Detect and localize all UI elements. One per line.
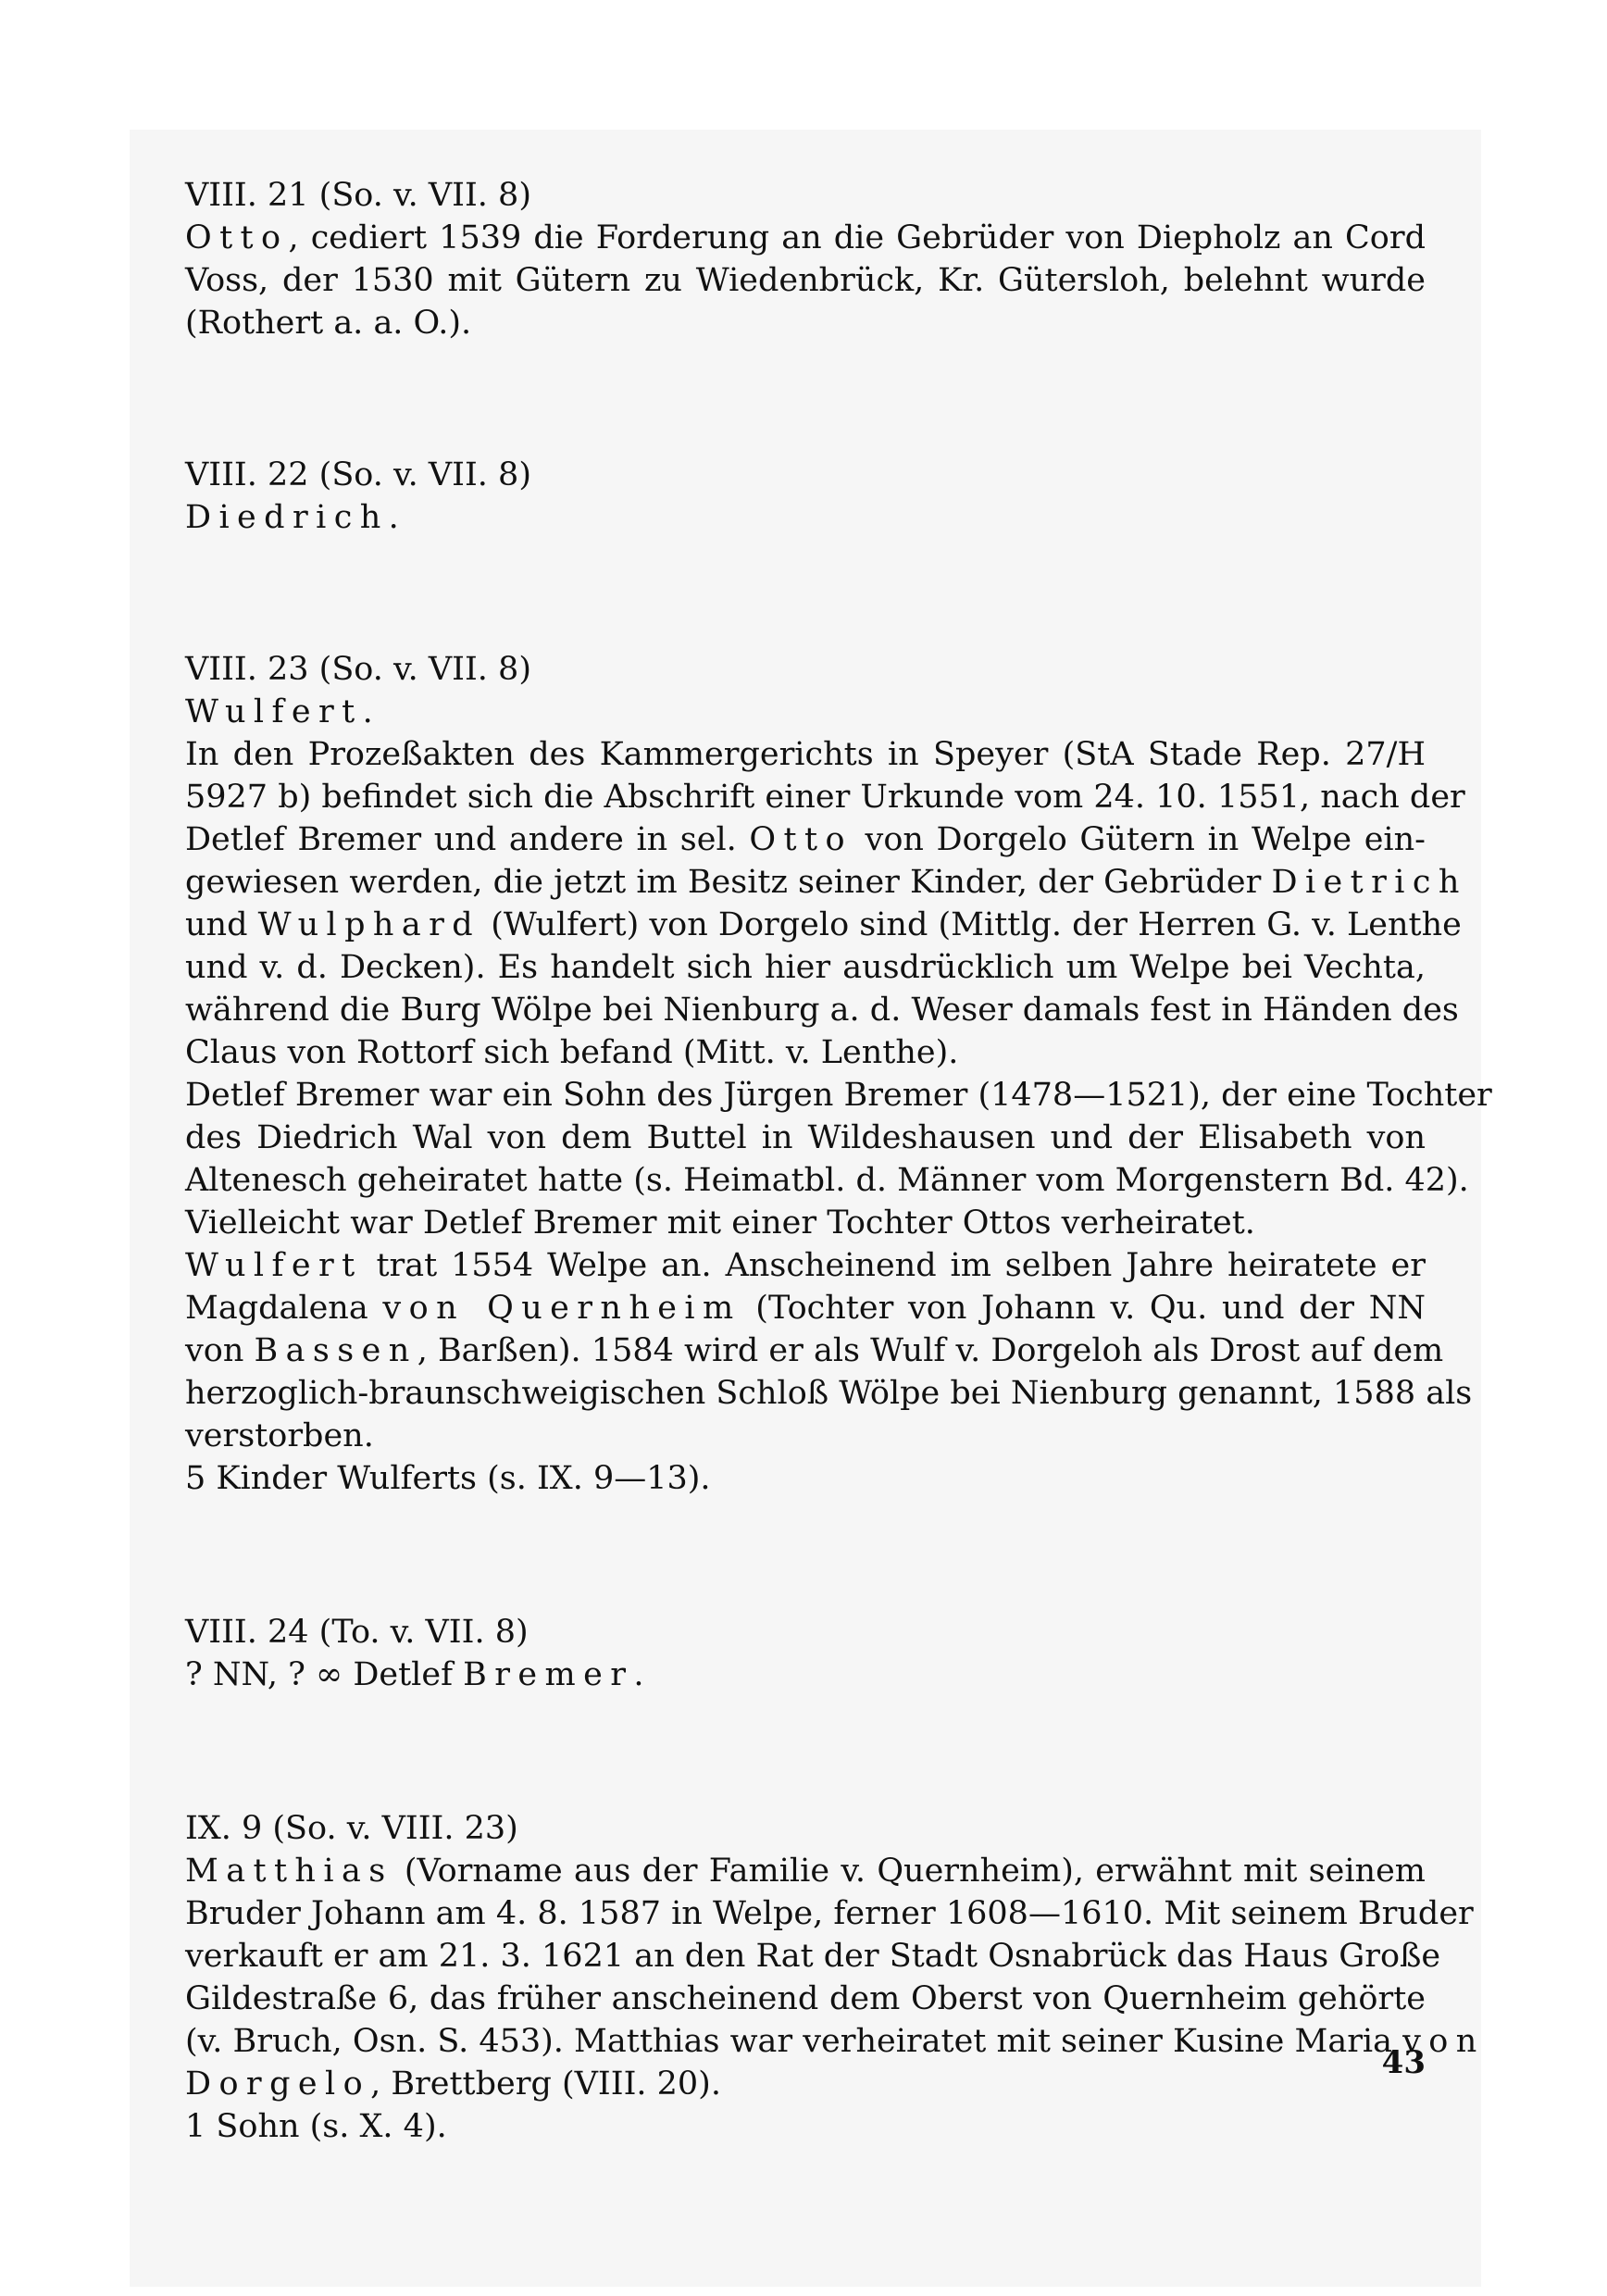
text-line: Dorgelo, Brettberg (VIII. 20).	[185, 2065, 721, 2103]
page-number: 43	[1381, 2044, 1426, 2081]
text-line: Vielleicht war Detlef Bremer mit einer Tochter Ottos verheiratet.	[185, 1204, 1255, 1242]
text-line: gewiesen werden, die jetzt im Besitz seiner Kinder, der Gebrüder Dietrich	[185, 864, 1467, 901]
text-line: 5 Kinder Wulferts (s. IX. 9—13).	[185, 1460, 711, 1497]
text-line: Detlef Bremer war ein Sohn des Jürgen Bremer (1478—1521), der eine Tochter	[185, 1077, 1492, 1114]
text-line: verstorben.	[185, 1417, 374, 1454]
text-body	[185, 174, 1492, 2148]
text-line: verkauft er am 21. 3. 1621 an den Rat der Stadt Osnabrück das Haus Große	[185, 1938, 1441, 1975]
text-line: Wulfert trat 1554 Welpe an. Anscheinend im selben Jahre heiratete er	[185, 1247, 1426, 1284]
entry-ix-9	[185, 1807, 1485, 2148]
entry-heading: VIII. 22 (So. v. VII. 8)	[185, 456, 531, 493]
entry-heading: VIII. 21 (So. v. VII. 8)	[185, 177, 531, 214]
text-line: Gildestraße 6, das früher anscheinend dem Oberst von Quernheim gehörte	[185, 1980, 1426, 2017]
text-line: Altenesch geheiratet hatte (s. Heimatbl. d. Männer vom Morgenstern Bd. 42).	[185, 1162, 1469, 1199]
text-line: und v. d. Decken). Es handelt sich hier ausdrücklich um Welpe bei Vechta,	[185, 949, 1426, 986]
text-line: ? NN, ? ∞ Detlef Bremer.	[185, 1656, 644, 1693]
entry-viii-23	[185, 648, 1492, 1500]
text-line: Otto, cediert 1539 die Forderung an die Gebrüder von Diepholz an Cord	[185, 219, 1426, 256]
entry-heading: IX. 9 (So. v. VIII. 23)	[185, 1810, 518, 1847]
text-line: In den Prozeßakten des Kammergerichts in Speyer (StA Stade Rep. 27/H	[185, 736, 1426, 773]
text-line: Wulfert.	[185, 693, 373, 730]
text-line: (v. Bruch, Osn. S. 453). Matthias war verheiratet mit seiner Kusine Maria von	[185, 2023, 1485, 2060]
text-line: des Diedrich Wal von dem Buttel in Wildeshausen und der Elisabeth von	[185, 1119, 1426, 1156]
text-line: Voss, der 1530 mit Gütern zu Wiedenbrück, Kr. Gütersloh, belehnt wurde	[185, 262, 1426, 299]
text-line: Claus von Rottorf sich befand (Mitt. v. Lenthe).	[185, 1034, 959, 1071]
text-line: Detlef Bremer und andere in sel. Otto von Dorgelo Gütern in Welpe ein-	[185, 821, 1426, 858]
text-line: von Bassen, Barßen). 1584 wird er als Wulf v. Dorgeloh als Drost auf dem	[185, 1332, 1444, 1369]
text-line: 5927 b) befindet sich die Abschrift einer Urkunde vom 24. 10. 1551, nach der	[185, 779, 1465, 816]
entry-viii-21	[185, 174, 1426, 344]
text-line: Bruder Johann am 4. 8. 1587 in Welpe, ferner 1608—1610. Mit seinem Bruder	[185, 1895, 1474, 1932]
text-line: (Rothert a. a. O.).	[185, 305, 472, 342]
text-line: Diedrich.	[185, 499, 399, 536]
entry-viii-24	[185, 1611, 1426, 1696]
text-line: Magdalena von Quernheim (Tochter von Johann v. Qu. und der NN	[185, 1290, 1426, 1327]
text-line: und Wulphard (Wulfert) von Dorgelo sind (Mittlg. der Herren G. v. Lenthe	[185, 906, 1462, 943]
text-line: während die Burg Wölpe bei Nienburg a. d. Weser damals fest in Händen des	[185, 992, 1459, 1029]
text-line: Matthias (Vorname aus der Familie v. Quernheim), erwähnt mit seinem	[185, 1853, 1426, 1890]
text-line: 1 Sohn (s. X. 4).	[185, 2108, 447, 2145]
entry-viii-22	[185, 454, 1426, 539]
text-line: herzoglich-braunschweigischen Schloß Wölpe bei Nienburg genannt, 1588 als	[185, 1375, 1473, 1412]
entry-heading: VIII. 23 (So. v. VII. 8)	[185, 651, 531, 688]
entry-heading: VIII. 24 (To. v. VII. 8)	[185, 1614, 529, 1651]
